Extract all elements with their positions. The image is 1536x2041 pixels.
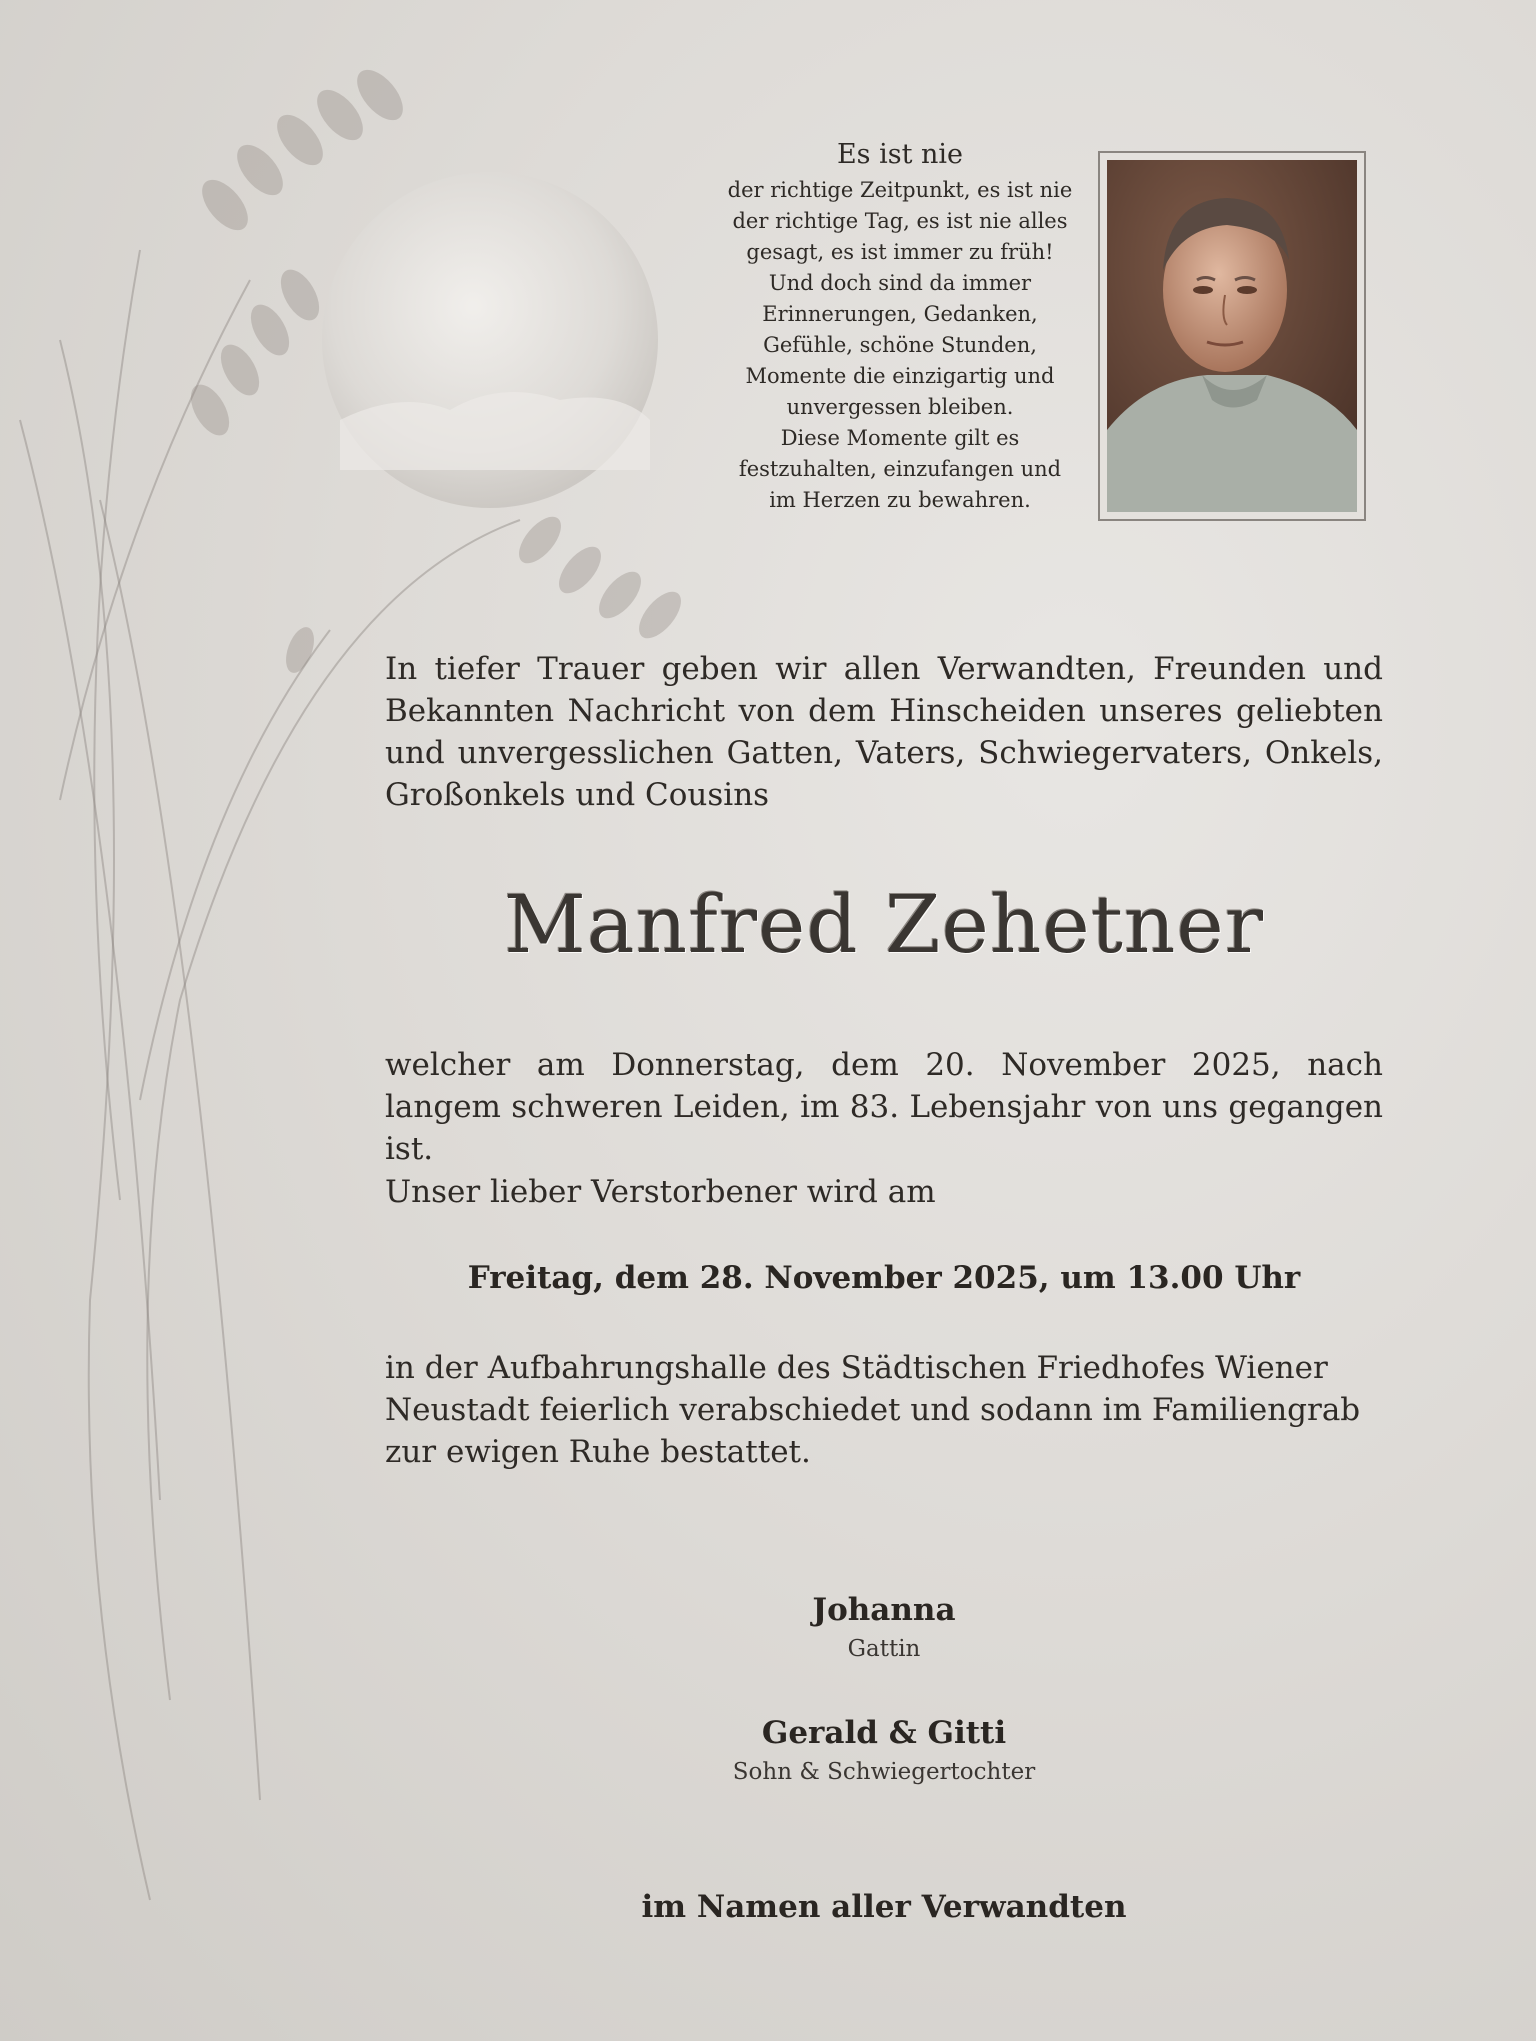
service-intro: Unser lieber Verstorbener wird am <box>385 1174 936 1210</box>
portrait-frame <box>1098 151 1366 521</box>
mourner-role: Gattin <box>847 1636 921 1662</box>
poem-line: unvergessen bleiben. <box>786 395 1014 419</box>
poem-line: Und doch sind da immer <box>768 271 1032 295</box>
death-notice: welcher am Donnerstag, dem 20. November 2025, nach langem schweren Leiden, im 83. Lebensjahr von uns gegangen ist. <box>385 1047 1383 1167</box>
poem-line: Es ist nie <box>836 139 964 170</box>
poem-line: festzuhalten, einzufangen und <box>738 457 1062 481</box>
poem-line: gesagt, es ist immer zu früh! <box>746 240 1054 264</box>
poem-line: im Herzen zu bewahren. <box>769 488 1031 512</box>
poem <box>700 135 1100 516</box>
portrait-photo <box>1107 160 1357 512</box>
poem-line: Momente die einzigartig und <box>745 364 1055 388</box>
mourner-name: Johanna <box>812 1592 956 1628</box>
poem-line: der richtige Tag, es ist nie alles <box>732 209 1068 233</box>
poem-line: Erinnerungen, Gedanken, <box>762 302 1038 326</box>
deceased-name: Manfred Zehetner <box>503 878 1265 971</box>
service-date: Freitag, dem 28. November 2025, um 13.00 Uhr <box>467 1260 1301 1296</box>
mourner-name: Gerald & Gitti <box>761 1715 1007 1751</box>
poem-line: Diese Momente gilt es <box>780 426 1020 450</box>
mourner-role: Sohn & Schwiegertochter <box>732 1759 1036 1785</box>
poem-line: der richtige Zeitpunkt, es ist nie <box>727 178 1073 202</box>
service-place: in der Aufbahrungshalle des Städtischen Friedhofes Wiener Neustadt feierlich verabschiedet und sodann im Familiengrab zur ewigen Ruhe bestattet. <box>385 1350 1361 1470</box>
closing-line: im Namen aller Verwandten <box>641 1889 1127 1925</box>
announcement-intro: In tiefer Trauer geben wir allen Verwandten, Freunden und Bekannten Nachricht von dem Hinscheiden unseres geliebten und unvergesslichen Gatten, Vaters, Schwiegervaters, Onkels, Großonkels und Cousins <box>385 651 1383 813</box>
poem-line: Gefühle, schöne Stunden, <box>763 333 1037 357</box>
